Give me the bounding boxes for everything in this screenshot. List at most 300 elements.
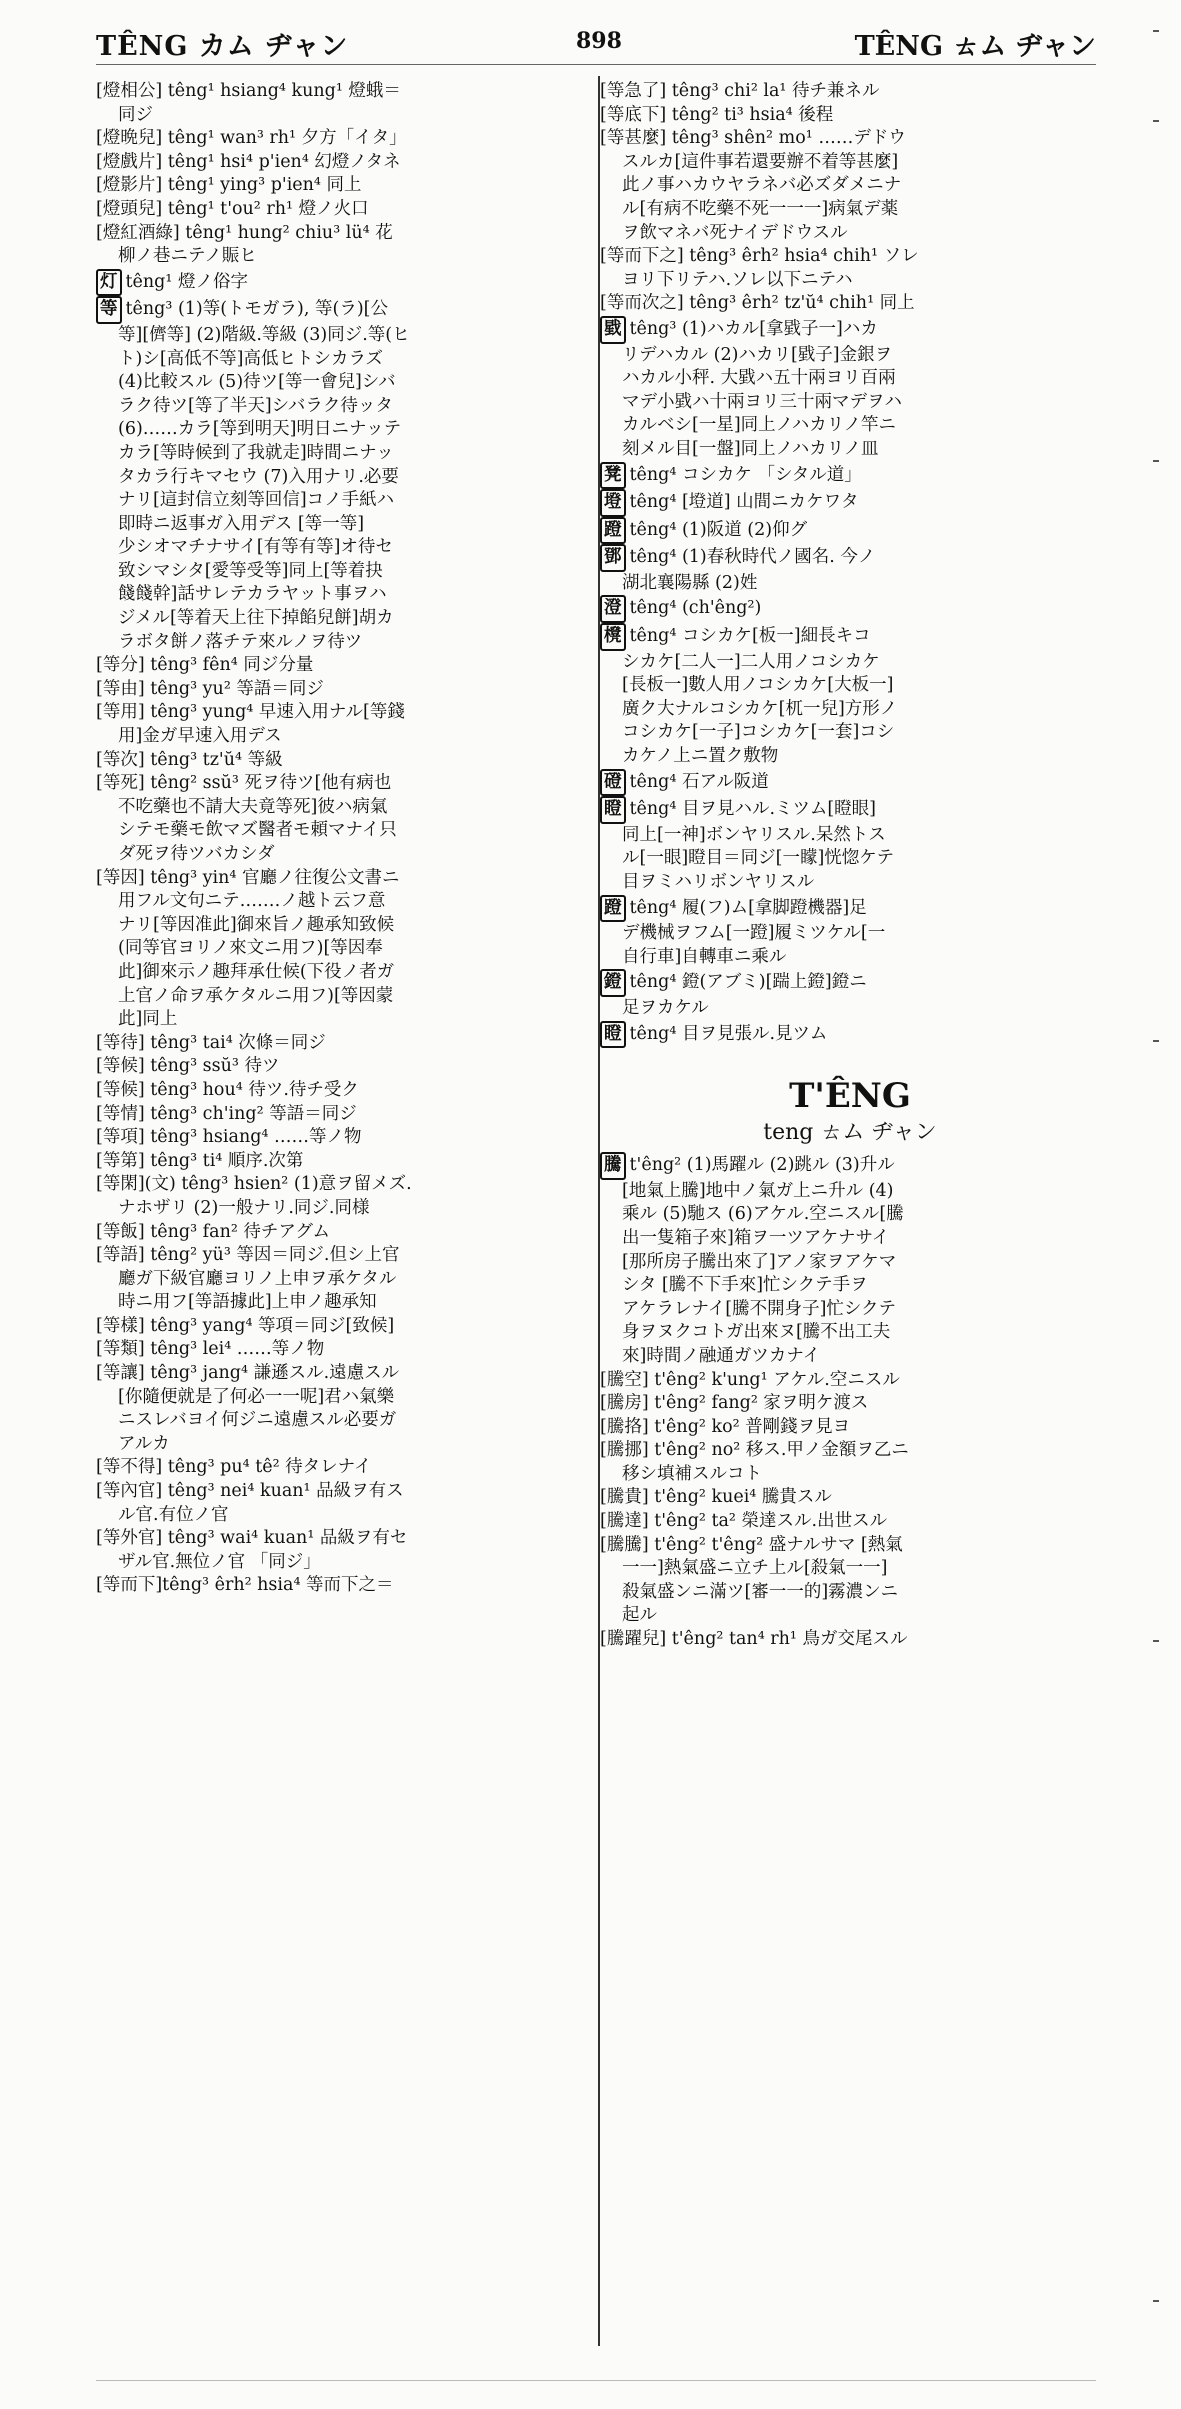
entry-text: 起ル [622,1605,657,1626]
entry-text: (4)比較スル (5)待ツ[等一會兒]シバ [118,372,396,393]
entry-line [600,292,1100,316]
entry-text: 足ヲカケル [622,997,709,1018]
entry-text: [等甚麼] têng³ shên² mo¹ ……デドウ [600,128,906,149]
dictionary-entry [96,1032,596,1056]
dictionary-entry [600,796,1100,894]
entry-line [600,721,1100,745]
entry-text: [等項] têng³ hsiang⁴ ……等ノ物 [96,1127,362,1148]
entry-text: [燈影片] têng¹ ying³ p'ien⁴ 同上 [96,175,362,196]
dictionary-entry [600,1152,1100,1368]
entry-text: 移シ填補スルコト [622,1463,762,1484]
entry-line [600,462,1100,490]
entry-text: 廣ク大ナルコシカケ[杌一兒]方形ノ [622,698,898,719]
entry-line [96,1291,596,1315]
dictionary-entry [96,1079,596,1103]
entry-text: ナホザリ (2)一般ナリ.同ジ.同様 [118,1197,370,1218]
entry-text: 不吃藥也不請大夫竟等死]彼ハ病氣 [118,796,388,817]
entry-line [96,654,596,678]
dictionary-entry [96,222,596,269]
entry-text: ダ死ヲ待ツバカシダ [118,844,275,864]
entry-line [600,1227,1100,1251]
entry-text: [等待] têng³ tai⁴ 次條＝同ジ [96,1032,326,1053]
entry-line [96,796,596,820]
entry-line [600,489,1100,517]
entry-text: カラ[等時候到了我就走]時間ニナッ [118,442,394,463]
entry-line [96,127,596,151]
entry-text: [你隨便就是了何必一一呢]君ハ氣樂 [118,1386,395,1407]
headword-character: 等 [96,296,122,324]
dictionary-entry [600,462,1100,490]
dictionary-entry [600,623,1100,769]
page-number: 898 [576,28,622,54]
entry-text: 此]御來示ノ趣拜承仕候(下役ノ者ガ [118,961,395,982]
entry-line [96,890,596,914]
dictionary-entry [96,1126,596,1150]
dictionary-entry [600,104,1100,128]
entry-text: (同等官ヨリノ來文ニ用フ)[等因奉 [118,938,383,959]
entry-line [96,1221,596,1245]
entry-line [600,1463,1100,1487]
bottom-rule [96,2380,1096,2381]
entry-text: têng⁴ コシカケ 「シタル道」 [629,464,862,485]
right-column [600,80,1100,1652]
entry-line [96,489,596,513]
headword-character: 凳 [600,462,626,490]
entry-text: カルベシ[一星]同上ノハカリノ竿ニ [622,415,897,436]
entry-text: ヲ飲マネバ死ナイデドウスル [622,222,848,243]
entry-line [96,937,596,961]
dictionary-entry [96,269,596,297]
entry-line [600,391,1100,415]
entry-text: [長板一]數人用ノコシカケ[大板一] [622,675,894,696]
entry-line [600,895,1100,923]
entry-text: ラボタ餅ノ落チテ來ルノヲ待ツ [118,631,363,652]
dictionary-entry [600,517,1100,545]
entry-text: [等第] têng³ ti⁴ 順序.次第 [96,1150,304,1171]
dictionary-entry [600,969,1100,1020]
entry-text: [地氣上騰]地中ノ氣ガ上ニ升ル (4) [622,1180,894,1201]
entry-line [600,1180,1100,1204]
entry-line [96,536,596,560]
entry-text: (6)……カラ[等到明天]明日ニナッテ [118,419,402,440]
entry-text: ル[一眼]瞪目＝同ジ[一矇]恍惚ケテ [622,848,894,869]
entry-line [600,1021,1100,1049]
entry-line [600,245,1100,269]
entry-line [96,1244,596,1268]
entry-text: [等死] têng² ssŭ³ 死ヲ待ツ[他有病也 [96,773,392,794]
entry-line [600,698,1100,722]
headword-character: 蹬 [600,517,626,545]
entry-line [96,631,596,655]
headword-character: 騰 [600,1152,626,1180]
dictionary-entry [96,1244,596,1315]
dictionary-entry [600,1439,1100,1486]
entry-line [96,418,596,442]
dictionary-entry [96,749,596,773]
dictionary-entry [600,80,1100,104]
entry-line [600,316,1100,344]
entry-line [600,1628,1100,1652]
entry-text: têng⁴ 履(フ)ム[拿脚蹬機器]足 [629,897,867,918]
entry-text: アケラレナイ[騰不開身子]忙シクテ [622,1298,897,1319]
entry-text: 刻メル目[一盤]同上ノハカリノ皿 [622,438,879,459]
entry-text: コシカケ[一子]コシカケ[一套]コシ [622,722,895,743]
entry-text: ザル官.無位ノ官 「同ジ」 [118,1551,321,1572]
dictionary-entry [600,1369,1100,1393]
entry-line [96,1386,596,1410]
entry-line [96,819,596,843]
dictionary-entry [96,1480,596,1527]
entry-text: 廳ガ下級官廳ヨリノ上申ヲ承ケタル [118,1268,397,1289]
entry-text: 上官ノ命ヲ承ケタルニ用フ)[等因蒙 [118,985,394,1006]
entry-line [96,371,596,395]
entry-line [96,1150,596,1174]
entry-line [600,174,1100,198]
section-subtitle: teng ㄊム ヂャン [763,1120,937,1146]
entry-line [600,969,1100,997]
dictionary-entry [96,1456,596,1480]
entry-line [96,749,596,773]
entry-text: 同ジ [118,104,153,125]
entry-text: ヨリ下リテハ.ソレ以下ニテハ [622,269,853,290]
entry-text: [等不得] têng³ pu⁴ tê² 待タレナイ [96,1457,372,1478]
entry-line [96,843,596,867]
entry-line [600,344,1100,368]
dictionary-entry [96,127,596,151]
entry-text: [等樣] têng³ yang⁴ 等項＝同ジ[致候] [96,1315,395,1336]
entry-text: ジメル[等着天上往下掉餡兒餅]胡カ [118,608,394,629]
dictionary-entry [600,127,1100,245]
entry-text: [等讓] têng³ jang⁴ 謙遜スル.遠慮スル [96,1363,400,1384]
entry-line [600,517,1100,545]
entry-line [96,772,596,796]
entry-text: ル官.有位ノ官 [118,1504,229,1525]
dictionary-entry [96,198,596,222]
entry-text: [燈戲片] têng¹ hsi⁴ p'ien⁴ 幻燈ノタネ [96,151,401,172]
dictionary-entry [96,80,596,127]
entry-text: [燈紅酒綠] têng¹ hung² chiu³ lü⁴ 花 [96,222,393,243]
entry-line [96,678,596,702]
entry-text: アルカ [118,1433,170,1454]
dictionary-entry [600,1416,1100,1440]
entry-line [96,914,596,938]
dictionary-entry [600,489,1100,517]
entry-line [600,151,1100,175]
margin-mark [1153,30,1159,32]
header-left: TÊNG カム ヂャン [96,31,349,62]
headword-character: 墱 [600,489,626,517]
entry-line [600,769,1100,797]
entry-line [600,1604,1100,1628]
margin-mark [1153,120,1159,122]
entry-line [600,847,1100,871]
entry-text: 此ノ事ハカウヤラネバ必ズダメニナ [622,175,902,196]
entry-text: ナリ[這封信立刻等回信]コノ手紙ハ [118,490,395,511]
entry-line [600,1345,1100,1369]
entry-line [600,572,1100,596]
entry-line [600,1486,1100,1510]
dictionary-entry [600,595,1100,623]
entry-line [600,745,1100,769]
entry-line [600,1152,1100,1180]
entry-line [96,80,596,104]
entry-text: シテモ藥モ飲マズ醫者モ頼マナイ只 [118,820,397,841]
entry-line [96,560,596,584]
entry-text: [等由] têng³ yu² 等語＝同ジ [96,678,324,699]
entry-line [600,651,1100,675]
entry-line [600,623,1100,651]
entry-line [600,1392,1100,1416]
headword-character: 澄 [600,595,626,623]
entry-text: マデ小戥ハ十兩ヨリ三十兩マデヲハ [622,391,902,412]
entry-text: [等急了] têng³ chi² la¹ 待チ兼ネル [600,81,880,101]
entry-text: [等分] têng³ fên⁴ 同ジ分量 [96,655,314,676]
entry-line [96,245,596,269]
entry-text: 同上[一神]ボンヤリスル.呆然トス [622,824,886,845]
entry-text: [等語] têng² yü³ 等因＝同ジ.但シ上官 [96,1245,400,1266]
entry-line [96,725,596,749]
entry-line [96,1551,596,1575]
entry-line [96,222,596,246]
entry-text: [等因] têng³ yin⁴ 官廳ノ往復公文書ニ [96,867,400,888]
entry-text: 自行車]自轉車ニ乘ル [622,946,787,967]
dictionary-entry [96,1315,596,1339]
entry-line [96,1055,596,1079]
entry-text: [那所房子騰出來了]アノ家ヲアケマ [622,1251,897,1272]
headword-character: 磴 [600,769,626,797]
entry-line [600,674,1100,698]
entry-line [96,104,596,128]
entry-text: ニスレバヨイ何ジニ遠慮スル必要ガ [118,1410,397,1431]
entry-line [96,395,596,419]
entry-line [96,198,596,222]
entry-text: [等外官] têng³ wai⁴ kuan¹ 品級ヲ有セ [96,1528,408,1549]
entry-line [96,701,596,725]
entry-line [600,1416,1100,1440]
entry-text: t'êng² (1)馬躍ル (2)跳ル (3)升ル [629,1155,895,1176]
entry-text: [等情] têng³ ch'ing² 等語＝同ジ [96,1103,357,1124]
dictionary-entry [600,769,1100,797]
dictionary-entry [96,1221,596,1245]
entry-line [96,1433,596,1457]
entry-text: デ機械ヲフム[一蹬]履ミツケル[一 [622,923,886,944]
entry-text: 餞餞幹]話サレテカラヤット事ヲハ [118,584,387,605]
entry-text: 等][儕等] (2)階級.等級 (3)同ジ.等(ヒ [118,324,410,345]
entry-line [96,1338,596,1362]
entry-line [600,127,1100,151]
entry-text: 目ヲミハリボンヤリスル [622,872,815,892]
entry-line [600,796,1100,824]
left-column [96,80,596,1598]
dictionary-entry [600,1534,1100,1628]
entry-text: 即時ニ返事ガ入用デス [等一等] [118,513,365,534]
entry-text: 乘ル (5)馳ス (6)アケル.空ニスル[騰 [622,1204,904,1225]
entry-text: [等用] têng³ yung⁴ 早速入用ナル[等錢 [96,702,405,723]
entry-line [96,1008,596,1032]
entry-text: [等候] têng³ ssŭ³ 待ツ [96,1056,280,1077]
headword-character: 蹬 [600,895,626,923]
dictionary-entry [600,245,1100,292]
entry-text: [燈頭兒] têng¹ t'ou² rh¹ 燈ノ火口 [96,198,369,219]
entry-text: タカラ行キマセウ (7)入用ナリ.必要 [118,466,399,487]
headword-character: 戥 [600,316,626,344]
entry-text: [等而次之] têng³ êrh² tz'ŭ⁴ chih¹ 同上 [600,293,915,314]
entry-line [600,1439,1100,1463]
entry-text: têng⁴ (1)春秋時代ノ國名. 今ノ [629,547,876,568]
entry-text: têng³ (1)等(トモガラ), 等(ラ)[公 [125,299,388,320]
entry-line [600,1251,1100,1275]
entry-text: 少シオマチナサイ[有等有等]オ待セ [118,537,393,558]
entry-text: [等次] têng³ tz'ŭ⁴ 等級 [96,749,283,770]
entry-line [600,544,1100,572]
entry-text: ト)シ[高低不等]高低ヒトシカラズ [118,348,383,369]
entry-line [600,1274,1100,1298]
entry-text: têng⁴ 目ヲ見ハル.ミツム[瞪眼] [629,799,876,820]
entry-text: 用フル文句ニテ.……ノ越ト云フ意 [118,891,386,912]
entry-text: têng¹ 燈ノ俗字 [125,271,248,292]
entry-text: [等底下] têng² ti³ hsia⁴ 後程 [600,104,834,125]
entry-line [600,269,1100,293]
entry-text: têng⁴ (1)阪道 (2)仰グ [629,519,808,540]
entry-text: [燈相公] têng¹ hsiang⁴ kung¹ 燈蛾＝ [96,81,401,101]
headword-character: 瞪 [600,1021,626,1049]
entry-text: 用]金ガ早速入用デス [118,726,282,747]
entry-line [96,442,596,466]
entry-text: [等而下]têng³ êrh² hsia⁴ 等而下之＝ [96,1575,394,1596]
entry-text: シカケ[二人一]二人用ノコシカケ [622,651,880,672]
entry-text: [等候] têng³ hou⁴ 待ツ.待チ受ク [96,1079,359,1100]
margin-mark [1153,1040,1159,1042]
entry-text: 湖北襄陽縣 (2)姓 [622,572,758,593]
entry-line [600,414,1100,438]
entry-line [600,80,1100,104]
dictionary-entry [600,292,1100,316]
dictionary-entry [600,1510,1100,1534]
entry-line [96,296,596,324]
dictionary-entry [600,1628,1100,1652]
dictionary-entry [96,1103,596,1127]
entry-line [96,1126,596,1150]
entry-line [600,922,1100,946]
entry-text: 柳ノ巷ニテノ賑ヒ [118,246,257,267]
entry-line [600,198,1100,222]
entry-line [96,269,596,297]
dictionary-entry [96,1338,596,1362]
dictionary-entry [96,1173,596,1220]
entry-line [96,583,596,607]
entry-line [600,1510,1100,1534]
entry-line [96,1173,596,1197]
entry-text: [騰空] t'êng² k'ung¹ アケル.空ニスル [600,1369,900,1390]
entry-line [96,174,596,198]
entry-line [96,348,596,372]
entry-line [600,1321,1100,1345]
entry-line [600,438,1100,462]
running-header [96,24,1096,64]
dictionary-entry [96,1362,596,1456]
header-right: TÊNG ㄊム ヂャン [854,31,1096,62]
entry-line [600,997,1100,1021]
entry-line [600,1298,1100,1322]
headword-character: 櫈 [600,623,626,651]
entry-text: [等內官] têng³ nei⁴ kuan¹ 品級ヲ有ス [96,1481,404,1502]
entry-line [96,513,596,537]
dictionary-entry [600,1392,1100,1416]
entry-text: [等類] têng³ lei⁴ ……等ノ物 [96,1339,325,1360]
entry-text: ラク待ツ[等了半天]シバラク待ッタ [118,395,393,416]
dictionary-entry [96,174,596,198]
dictionary-entry [96,678,596,702]
margin-mark [1153,460,1159,462]
entry-text: têng⁴ (ch'êng²) [629,598,762,619]
entry-text: [騰騰] t'êng² t'êng² 盛ナルサマ [熱氣 [600,1534,903,1555]
entry-line [96,1032,596,1056]
entry-line [96,1456,596,1480]
entry-line [600,946,1100,970]
entry-line [96,324,596,348]
entry-text: têng⁴ 鐙(アブミ)[踹上鐙]鐙ニ [629,972,867,993]
entry-text: têng⁴ コシカケ[板一]細長キコ [629,626,871,647]
entry-text: ル[有病不吃藥不死一一一]病氣デ薬 [622,198,899,219]
entry-text: カケノ上ニ置ク敷物 [622,746,779,767]
dictionary-entry [96,151,596,175]
headword-character: 鄧 [600,544,626,572]
entry-text: [騰挪] t'êng² no² 移ス.甲ノ金額ヲ乙ニ [600,1440,909,1461]
entry-line [600,1534,1100,1558]
dictionary-entry [96,1055,596,1079]
dictionary-entry [96,867,596,1032]
entry-line [96,1574,596,1598]
entry-line [96,151,596,175]
dictionary-entry [600,1021,1100,1049]
entry-line [96,1480,596,1504]
dictionary-entry [96,296,596,654]
entry-line [600,1203,1100,1227]
entry-text: têng⁴ 石アル阪道 [629,771,769,792]
entry-line [96,1527,596,1551]
dictionary-entry [96,654,596,678]
entry-text: [騰挌] t'êng² ko² 普剛錢ヲ見ヨ [600,1416,851,1437]
entry-text: têng³ (1)ハカル[拿戥子一]ハカ [629,318,878,339]
entry-text: 時ニ用フ[等語據此]上申ノ趣承知 [118,1292,377,1313]
entry-text: [騰房] t'êng² fang² 家ヲ明ケ渡ス [600,1393,869,1414]
entry-text: 殺氣盛ンニ滿ツ[審一一的]霧濃ンニ [622,1581,899,1602]
entry-text: [騰達] t'êng² ta² 榮達スル.出世スル [600,1511,888,1532]
entry-text: 來]時間ノ融通ガツカナイ [622,1345,821,1366]
entry-line [600,871,1100,895]
section-title: T'ÊNG [789,1076,911,1117]
entry-text: ナリ[等因准此]御來旨ノ趣承知致候 [118,914,395,935]
headword-character: 瞪 [600,796,626,824]
entry-line [96,1197,596,1221]
dictionary-entry [600,1486,1100,1510]
entry-line [600,595,1100,623]
entry-text: 此]同上 [118,1009,178,1030]
margin-mark [1153,1640,1159,1642]
entry-text: [等閑](文) têng³ hsien² (1)意ヲ留メズ. [96,1174,412,1195]
entry-line [96,1079,596,1103]
entry-text: 一一]熱氣盛ニ立チ上ル[殺氣一一] [622,1558,888,1579]
entry-line [600,824,1100,848]
entry-line [96,961,596,985]
dictionary-entry [96,1574,596,1598]
entry-text: シタ [騰不下手來]忙シクテ手ヲ [622,1275,868,1296]
entry-line [96,1103,596,1127]
entry-line [600,222,1100,246]
header-rule [96,64,1096,65]
entry-text: [騰躍兒] t'êng² tan⁴ rh¹ 鳥ガ交尾スル [600,1629,908,1650]
dictionary-entry [96,772,596,866]
